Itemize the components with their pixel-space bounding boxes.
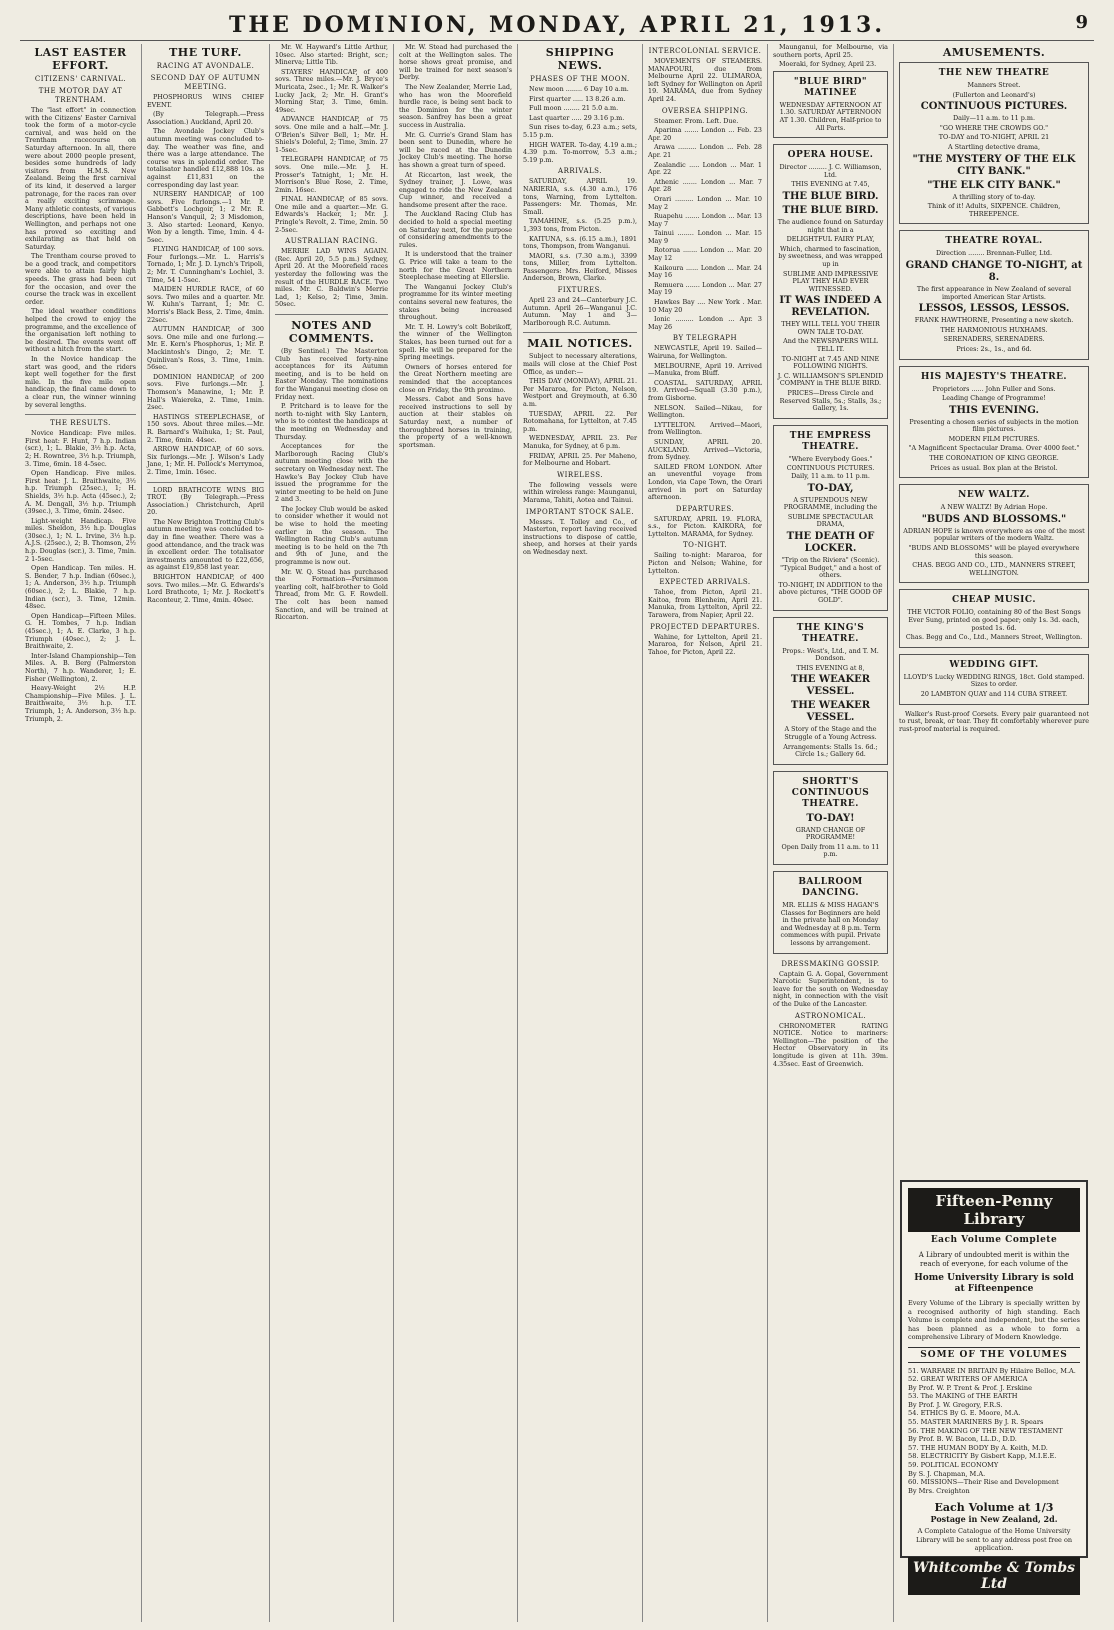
article-paragraph: The Auckland Racing Club has decided to hold a special meeting on Saturday next, for the purpose of considering amendments to the rules. (399, 210, 512, 249)
projected-departures-heading: PROJECTED DEPARTURES. (650, 622, 760, 631)
article-paragraph: Mr. G. Currie's Grand Slam has been sent to Dunedin, where he will be raced at the Dunedin Jockey Club's meeting. The horse has shown a great turn of speed. (399, 130, 512, 169)
library-banner: Fifteen-Penny Library (908, 1188, 1080, 1232)
ad-title: NEW WALTZ. (958, 490, 1030, 501)
ad-line: PRICES—Dress Circle and Reserved Stalls, 5s.; Stalls, 3s.; Gallery, 1s. (779, 389, 882, 413)
oversea-row: Orari ......... London ... Mar. 10 May 2 (648, 194, 762, 211)
telegraph-item: NELSON. Sailed—Nikau, for Wellington. (648, 403, 762, 420)
expected-arrivals-text: Tahoe, from Picton, April 21. Kaitoa, from Blenheim, April 21. Manuka, from Lyttelton, April 22. Tarawera, from Napier, April 22. (648, 588, 762, 620)
ad-line: THIS EVENING. (949, 404, 1039, 416)
projected-departures-text: Wahine, for Lyttelton, April 21. Mararoa, for Nelson, April 21. Tahoe, for Picton, April 22. (648, 632, 762, 656)
column-motor-carnival (20, 44, 141, 1622)
ad-line: TO-NIGHT, IN ADDITION to the above pictures, "THE GOOD OF GOLD". (778, 580, 883, 604)
article-paragraph: The Jockey Club would be asked to consider whether it would not be wise to hold the meeting earlier in the season. The Wellington Racing Club's autumn meeting is to be held on the 7th and 9th of June, and the programme is now out. (275, 504, 388, 567)
article-paragraph: MAIDEN HURDLE RACE, of 60 sovs. Two miles and a quarter. Mr. W. Kuhn's Tarrant, 1; Mr. C. Morris's Black Bess, 2. Time, 4min. 22sec. (147, 285, 264, 324)
by-telegraph-heading: BY TELEGRAPH (672, 334, 738, 343)
ad-line: Arrangements: Stalls 1s. 6d.; Circle 1s.; Gallery 6d. (783, 742, 878, 759)
article-headline: LAST EASTER EFFORT. (34, 46, 127, 72)
results-heading: THE RESULTS. (50, 419, 111, 428)
ad-line: Leading Change of Programme! (942, 394, 1046, 403)
ad-line: TO-DAY! (806, 812, 855, 824)
ad-title: HIS MAJESTY'S THEATRE. (920, 371, 1068, 382)
moon-phase-row: Last quarter ..... 29 3.16 p.m. (529, 113, 625, 122)
arrival-item: MAORI, s.s. (7.30 a.m.), 3399 tons, Miller, from Lyttelton. Passengers: Mrs. Heiford, Misses Anderson, Brown, Clarke. (523, 251, 637, 283)
result-item: Novice Handicap: Five miles. First heat: F. Hunt, 7 h.p. Indian (scr.), 1; L. Blakie, 3½ h.p. Acta, 2; H. Rowntree, 3½ h.p. Triumph, 3. Time, 6min. 18 4-5sec. (25, 429, 136, 468)
result-item: Open Handicap. Ten miles. H. S. Bender, 7 h.p. Indian (60sec.), 1; A. Anderson, 3½ h.p. Triumph (60sec.), 2; L. Blakie, 7 h.p. Indian (scr.), 3. Time, 12min. 48sec. (25, 564, 136, 611)
ad-line: THE HARMONIOUS HUXHAMS. (940, 325, 1048, 334)
ad-line: Which, charmed to fascination, by sweetness, and was wrapped up in (778, 244, 883, 268)
oversea-row: Ruapehu ....... London ... Mar. 13 May 7 (648, 212, 762, 228)
article-subheading: RACING AT AVONDALE. (156, 62, 255, 70)
ad-line: CHAS. BEGG AND CO., LTD., MANNERS STREET, WELLINGTON. (912, 561, 1076, 577)
result-item: Light-weight Handicap. Five miles. Sheldon, 3½ h.p. Douglas (30sec.), 1; N. L. Irvine, 3½ h.p. A.J.S. (25sec.), 2; B. Thomson, 2½ h.p. Douglas (scr.), 3. Time, 7min. 2 1-5sec. (25, 516, 136, 563)
ad-title: THE EMPRESS THEATRE. (789, 430, 872, 452)
library-subtitle: Each Volume Complete (930, 1235, 1058, 1245)
article-paragraph: Mr. W. Hayward's Little Arthur, 10sec. Also started: Bright, scr.; Minerva; Little Tib. (275, 43, 388, 67)
ad-line: GRAND CHANGE OF PROGRAMME! (795, 825, 866, 842)
ad-title: SHORTT'S CONTINUOUS THEATRE. (791, 776, 870, 809)
ad-line: THEY WILL TELL YOU THEIR OWN TALE TO-DAY. (781, 320, 880, 336)
shipping-tail: Maunganui, for Melbourne, via southern ports, April 25. (773, 43, 888, 59)
library-price: Each Volume at 1/3 (934, 1501, 1054, 1515)
expected-arrivals-heading: EXPECTED ARRIVALS. (659, 578, 751, 587)
ad-line: THIS EVENING at 7.45, (791, 180, 870, 189)
article-paragraph: MERRIE LAD WINS AGAIN. (Rec. April 20, 5.5 p.m.) Sydney, April 20. At the Moorefield races yesterday the following was the result of the HURDLE RACE. Two miles. Mr. C. Baldwin's Merrie Lad, 1; Kelso, 2; Time, 3min. 50sec. (275, 247, 388, 309)
masthead (20, 10, 1094, 41)
arrival-item: TAMAHINE, s.s. (5.25 p.m.), 1,393 tons, from Picton. (523, 217, 637, 233)
departures-text: SATURDAY, APRIL 19. FLORA, s.s., for Picton. KAIKORA, for Lyttelton. MARAMA, for Sydney. (648, 514, 762, 538)
article-paragraph: The Trentham course proved to be a good track, and competitors were able to attain fairly high speeds. The grass had been cut for the occasion, and over the course the track was in excellent order. (25, 252, 136, 306)
astronomical-heading: ASTRONOMICAL. (794, 1011, 867, 1020)
ballroom-dancing-ad (773, 871, 888, 954)
library-volume: By Prof. J. W. Gregory, F.R.S. (908, 1400, 1003, 1409)
tonight-text: Sailing to-night: Mararoa, for Picton and Nelson; Wahine, for Lyttelton. (648, 551, 762, 575)
wireless-heading: WIRELESS. (556, 470, 604, 479)
ad-line: The first appearance in New Zealand of several imported American Star Artists. (916, 284, 1072, 301)
intercolonial-text: MOVEMENTS OF STEAMERS. MANAPOURI, due from Melbourne April 22. ULIMAROA, left Sydney for Wellington on April 19. MARAMA, due from Sydney April 24. (648, 57, 762, 103)
ad-line: The audience found on Saturday night that in a (777, 217, 884, 234)
wireless-text: The following vessels were within wireless range: Maunganui, Marama, Tahiti, Aotea and Tainui. (523, 480, 637, 504)
divider (25, 414, 136, 415)
ad-line: IT WAS INDEED A REVELATION. (779, 295, 882, 319)
mail-item: THIS DAY (MONDAY), APRIL 21. Per Mararoa, for Picton, Nelson, Westport and Greymouth, at 6.30 a.m. (523, 377, 637, 408)
ad-line: SUBLIME AND IMPRESSIVE PLAY THEY HAD EVER WITNESSED. (782, 269, 879, 293)
ad-body: WEDNESDAY AFTERNOON AT 1.30. SATURDAY AFTERNOON AT 1.30. Children, Half-price to All Parts. (779, 100, 882, 132)
blue-bird-matinee-ad (773, 71, 888, 138)
ad-line: TO-DAY and TO-NIGHT, APRIL 21 (938, 133, 1050, 142)
oversea-row: Athenic ....... London ... Mar. 7 Apr. 28 (648, 177, 762, 194)
telegraph-item: SUNDAY, APRIL 20. AUCKLAND. Arrived—Victoria, from Sydney. (648, 437, 762, 462)
ad-line: FRANK HAWTHORNE, Presenting a new sketch. (914, 316, 1074, 325)
library-intro: A Library of undoubted merit is within the reach of everyone, for each volume of the (918, 1251, 1070, 1268)
ad-line: GRAND CHANGE TO-NIGHT, at 8. (905, 259, 1083, 283)
ad-line: Prices as usual. Box plan at the Bristol. (930, 463, 1058, 472)
section-heading: AUSTRALIAN RACING. (285, 237, 378, 246)
ad-line: Props.: West's, Ltd., and T. M. Dondson. (782, 646, 879, 663)
shipping-tail: Moeraki, for Sydney, April 23. (779, 60, 877, 69)
article-kicker: SECOND DAY OF AUTUMN MEETING. (150, 74, 261, 91)
column-amusements-left (767, 44, 893, 1622)
ad-line: A NEW WALTZ! By Adrian Hope. (940, 503, 1048, 512)
ad-line: CONTINUOUS PICTURES. Daily, 11 a.m. to 11 p.m. (786, 464, 875, 480)
oversea-row: Hawkes Bay .... New York . Mar. 10 May 20 (648, 298, 762, 314)
ad-line: A Startling detective drama, (947, 142, 1041, 151)
article-paragraph: (By Telegraph.—Press Association.) Auckland, April 20. (147, 110, 264, 126)
moon-phase-row: Full moon ........ 21 5.0 a.m. (529, 104, 619, 113)
ad-line: SERENADERS, SERENADERS. (943, 335, 1045, 344)
ad-line: Presenting a chosen series of subjects in the motion film pictures. (909, 417, 1079, 434)
article-paragraph: ARROW HANDICAP, of 60 sovs. Six furlongs.—Mr. J. Wilson's Lady Jane, 1; Mr. H. Pollock's Merrymoa, 2. Time, 1min. 16sec. (147, 445, 264, 476)
fixtures-text: April 23 and 24—Canterbury J.C. Autumn. April 26—Wanganui J.C. Autumn. May 1 and 3—Marlborough R.C. Autumn. (523, 296, 637, 327)
ad-line: Chas. Begg and Co., Ltd., Manners Street, Wellington. (905, 633, 1083, 642)
divider (147, 482, 264, 483)
article-paragraph: The New Brighton Trotting Club's autumn meeting was concluded to-day in fine weather. There was a good attendance, and the track was in excellent order. The totalisator investments amounted to £22,656, as against £19,858 last year. (147, 517, 264, 572)
library-volume: 60. MISSIONS—Their Rise and Development (908, 1478, 1059, 1487)
article-paragraph: BRIGHTON HANDICAP, of 400 sovs. Two miles.—Mr. G. Edwards's Lord Brathcote, 1; Mr. J. Rockett's Raconteur, 2. Time, 4min. 40sec. (147, 573, 264, 604)
library-volume: 54. ETHICS By G. E. Moore, M.A. (908, 1409, 1021, 1418)
library-description: Every Volume of the Library is specially written by a recognised authority of high standing. Each Volume is complete and independent, but the series has been planned as a whole to form a comprehensive Library of Modern Knowledge. (908, 1299, 1080, 1341)
article-paragraph: PHOSPHORUS WINS CHIEF EVENT. (147, 93, 264, 109)
ad-line: "THE ELK CITY BANK." (927, 179, 1061, 191)
library-volume: By Mrs. Creighton (908, 1486, 970, 1495)
tonight-heading: TO-NIGHT. (683, 541, 727, 550)
ad-title: THE KING'S THEATRE. (796, 622, 865, 644)
amusements-heading: AMUSEMENTS. (942, 46, 1046, 59)
ad-title: THEATRE ROYAL. (945, 236, 1043, 247)
ad-line: THE WEAKER VESSEL. (790, 674, 871, 698)
column-notes-continued (393, 44, 517, 1622)
library-volume: 58. ELECTRICITY By Gisbert Kapp, M.I.E.E. (908, 1452, 1057, 1461)
ad-line: THE BLUE BIRD. (782, 190, 879, 202)
ad-line: A Story of the Stage and the Struggle of a Young Actress. (784, 725, 877, 741)
oversea-row: Tainui ........ London ... Mar. 15 May 9 (648, 229, 762, 245)
library-volume: By Prof. W. P. Trent & Prof. J. Erskine (908, 1383, 1033, 1392)
departures-heading: DEPARTURES. (675, 504, 735, 513)
masthead-title: THE DOMINION, MONDAY, APRIL 21, 1913. (228, 12, 886, 38)
ad-line: THE WEAKER VESSEL. (790, 700, 871, 724)
result-item: Inter-Island Championship—Ten Miles. A. B. Berg (Palmerston North), 7 h.p. Wanderer, 1; E. Fisher (Wellington), 2. (25, 651, 136, 683)
ad-body: MR. ELLIS & MISS HAGAN'S Classes for Beginners are held in the private hall on Monday and Wednesday at 8 p.m. Term commences with pupil. Private lessons by arrangement. (780, 901, 881, 948)
ad-line: THE CORONATION OF KING GEORGE. (929, 454, 1059, 463)
ad-line: Direction ........ Brennan-Fuller, Ltd. (935, 249, 1053, 258)
ad-line: LESSOS, LESSOS, LESSOS. (918, 303, 1070, 315)
oversea-row: Aparima ....... London ... Feb. 23 Apr. 20 (648, 126, 762, 142)
ad-line: Manners Street. (967, 81, 1021, 89)
moon-phase-row: First quarter ..... 13 8.26 a.m. (529, 94, 626, 103)
oversea-table-header: Steamer. From. Left. Due. (654, 116, 739, 125)
astronomical-text: CHRONOMETER RATING NOTICE. Notice to mariners: Wellington—The position of the Hector Observatory in its longitude is given at 11h. 39m. 4.35sec. East of Greenwich. (773, 1021, 888, 1068)
column-shipping-news (517, 44, 642, 1622)
library-volumes-heading: SOME OF THE VOLUMES (908, 1347, 1080, 1363)
ad-line: J. C. WILLIAMSON'S SPLENDID COMPANY in THE BLUE BIRD. (777, 371, 884, 388)
ad-line: (Fullerton and Leonard's) (952, 90, 1036, 99)
ad-line: MODERN FILM PICTURES. (948, 434, 1040, 443)
column-the-turf (141, 44, 269, 1622)
ad-title: "BLUE BIRD" MATINEE (793, 76, 868, 98)
arrivals-heading: ARRIVALS. (558, 167, 602, 176)
corset-ad-text: Walker's Rust-proof Corsets. Every pair guaranteed not to rust, break, or tear. They fit comfortably wherever pure rust-proof material is required. (899, 709, 1089, 733)
article-paragraph: AUTUMN HANDICAP, of 300 sovs. One mile and one furlong.—Mr. E. Kern's Phosphorus, 1; Mr. P. Mackintosh's Dingo, 2; Mr. T. Quinlivan's Ross, 3. Time, 1min. 56sec. (147, 325, 264, 372)
ad-line: "Where Everybody Goes." (788, 454, 873, 463)
library-volume: 57. THE HUMAN BODY By A. Keith, M.D. (908, 1443, 1048, 1452)
mail-item: FRIDAY, APRIL 25. Per Maheno, for Melbourne and Hobart. (523, 451, 637, 468)
article-paragraph: STAYERS' HANDICAP, of 400 sovs. Three miles.—Mr. J. Bryce's Muricata, 2sec., 1; Mr. R. Walker's Lucky Jack, 2; Mr. H. Grant's Morning Star, 3. Time, 6min. 49sec. (275, 67, 388, 114)
ad-line: Proprietors ...... John Fuller and Sons. (932, 384, 1056, 393)
article-paragraph: The "last effort" in connection with the Citizens' Easter Carnival took the form of a motor-cycle carnival, and was held on the Trentham racecourse on Saturday afternoon. In all, there were about 2000 people present, besides some hundreds of lady visitors from H.M.S. New Zealand. Being the first carnival of its kind, it deserved a larger patronage, for the races ran over a really exciting scrimmage. Many athletic contests, of various descriptions, have been held in Wellington, and perhaps not one has proved so exciting and exhilarating as that held on Saturday. (25, 106, 136, 251)
high-water: HIGH WATER. To-day, 4.19 a.m.; 4.39 p.m. To-morrow, 5.3 a.m.; 5.19 p.m. (523, 140, 637, 164)
ad-line: TO-DAY, (807, 482, 854, 494)
theatre-royal-ad (899, 230, 1089, 359)
article-paragraph: TELEGRAPH HANDICAP, of 75 sovs. One mile.—Mr. J. H. Prosser's Tatnight, 1; Mr. H. Morrison's Blue Rose, 2. Time, 2min. 16sec. (275, 155, 388, 194)
ad-line: ADRIAN HOPE is known everywhere as one of the most popular writers of the modern Waltz. (903, 526, 1085, 543)
ad-title: OPERA HOUSE. (787, 150, 874, 161)
ad-line: "BUDS AND BLOSSOMS" will be played everywhere this season. (908, 544, 1080, 560)
article-paragraph: Owners of horses entered for the Great Northern meeting are reminded that the acceptances close on Friday, the 9th proximo. (399, 362, 512, 394)
gossip-heading: DRESSMAKING GOSSIP. (781, 959, 880, 968)
library-strapline: Home University Library is sold at Fifteenpence (914, 1273, 1074, 1294)
telegraph-item: SAILED FROM LONDON. After an uneventful voyage from London, via Cape Town, the Orari arrived in port on Saturday afternoon. (648, 462, 762, 502)
telegraph-item: NEWCASTLE, April 19. Sailed—Wairuna, for Wellington. (648, 344, 762, 360)
ad-line: THIS EVENING at 8, (796, 663, 865, 672)
library-volume: 55. MASTER MARINERS By J. R. Spears (908, 1418, 1044, 1427)
ad-line: DELIGHTFUL FAIRY PLAY, (786, 235, 875, 244)
article-paragraph: In the Novice handicap the start was good, and the riders kept well together for the first mile. In the five mile open handicap, the final came down to a clear run, the winner winning by several lengths. (25, 355, 136, 409)
new-waltz-ad (899, 484, 1089, 583)
article-paragraph: The ideal weather conditions helped the crowd to enjoy the programme, and the excellence of the organisation left nothing to be desired. The events went off without a hitch from the start. (25, 307, 136, 354)
ad-line: And the NEWSPAPERS WILL TELL IT. (783, 337, 878, 354)
article-paragraph: Mr. W. Stead had purchased the colt at the Wellington sales. The horse shows great promise, and will be trained for next season's Derby. (399, 43, 512, 82)
whitcombe-tombs-logo: Whitcombe & Tombs Ltd (908, 1557, 1080, 1595)
ad-line: A STUPENDOUS NEW PROGRAMME, including the (783, 495, 878, 512)
ad-title: CHEAP MUSIC. (951, 595, 1037, 606)
library-volume: By Prof. B. W. Bacon, LL.D., D.D. (908, 1435, 1017, 1444)
shortts-theatre-ad (773, 771, 888, 865)
column-shipping-continued (642, 44, 767, 1622)
article-paragraph: It is understood that the trainer G. Price will take a team to the north for the Great Northern Steeplechase meeting at Ellerslie. (399, 250, 512, 282)
oversea-row: Arawa ......... London ... Feb. 28 Apr. 21 (648, 143, 762, 159)
ad-line: "THE MYSTERY OF THE ELK CITY BANK." (912, 153, 1076, 177)
divider (275, 314, 388, 315)
article-paragraph: FLYING HANDICAP, of 100 sovs. Four furlongs.—Mr. L. Harris's Tornado, 1; Mr. J. D. Lynch's Tripoli, 2; Mr. T. Cunningham's Lochiel, 3. Time, 54 1-5sec. (147, 245, 264, 284)
ad-title: THE NEW THEATRE (938, 68, 1050, 78)
article-paragraph: LORD BRATHCOTE WINS BIG TROT. (By Telegraph.—Press Association.) Christchurch, April 20. (147, 485, 264, 517)
ad-title: WEDDING GIFT. (949, 659, 1039, 670)
article-subheading: CITIZENS' CARNIVAL. (34, 75, 127, 83)
article-headline: THE TURF. (169, 46, 242, 59)
opera-house-ad (773, 144, 888, 419)
ad-line: Daily—11 a.m. to 11 p.m. (953, 114, 1035, 123)
telegraph-item: MELBOURNE, April 19. Arrived—Manuka, from Bluff. (648, 361, 762, 378)
cheap-music-ad (899, 589, 1089, 647)
ad-line: Prices: 2s., 1s., and 6d. (956, 344, 1032, 353)
ad-line: LLOYD'S Lucky WEDDING RINGS, 18ct. Gold stamped. Sizes to order. (903, 672, 1085, 689)
article-paragraph: ADVANCE HANDICAP, of 75 sovs. One mile and a half.—Mr. J. O'Brien's Silver Bell, 1; Mr. H. Shiels's Doleful, 2; Time, 3min. 27 1-5sec. (275, 115, 388, 154)
library-volume: 56. THE MAKING OF THE NEW TESTAMENT (908, 1426, 1063, 1435)
article-paragraph: The Avondale Jockey Club's autumn meeting was concluded to-day. The weather was fine, and there was a large attendance. The course was in splendid order. The totalisator handled £12,888 10s. as against £11,831 on the corresponding day last year. (147, 127, 264, 189)
library-volume: 51. WARFARE IN BRITAIN By Hilaire Belloc, M.A. (908, 1366, 1076, 1375)
moon-phase-row: New moon ........ 6 Day 10 a.m. (529, 85, 629, 93)
telegraph-item: LYTTELTON. Arrived—Maori, from Wellington. (648, 420, 762, 437)
fixtures-heading: FIXTURES. (557, 286, 603, 295)
article-paragraph: DOMINION HANDICAP, of 200 sovs. Five furlongs.—Mr. J. Thomson's Manawine, 1; Mr. P. Hall's Waiereka, 2. Time, 1min. 2sec. (147, 372, 264, 412)
empress-theatre-ad (773, 425, 888, 611)
ad-line: CONTINUOUS PICTURES. (920, 101, 1068, 113)
telegraph-item: COASTAL. SATURDAY, APRIL 19. Arrived—Squall (3.30 p.m.), from Gisborne. (648, 378, 762, 402)
gossip-text: Captain G. A. Gopal, Government Narcotic Superintendent, is to leave for the south on Wednesday night, in connection with the visit of the Duke of the Lancaster. (773, 969, 888, 1008)
mail-item: WEDNESDAY, APRIL 23. Per Manuka, for Sydney, at 6 p.m. (523, 434, 637, 450)
oversea-row: Kaikoura ...... London ... Mar. 24 May 16 (648, 263, 762, 280)
article-paragraph: Mr. W. Q. Stead has purchased the Formation—Persimmon yearling colt, half-brother to Gold Thread, from Mr. G. F. Rowdell. The colt has been named Sanction, and will be trained at Riccarton. (275, 567, 388, 622)
article-paragraph: HASTINGS STEEPLECHASE, of 150 sovs. About three miles.—Mr. R. Barnard's Waihuka, 1; St. Paul, 2. Time, 6min. 44sec. (147, 412, 264, 444)
wedding-gift-ad (899, 654, 1089, 705)
mail-item: Subject to necessary alterations, mails will close at the Chief Post Office, as under:— (523, 352, 637, 376)
library-volume: By S. J. Chapman, M.A. (908, 1469, 986, 1478)
ad-title: BALLROOM DANCING. (798, 877, 863, 899)
result-item: Open Handicap—Fifteen Miles. G. H. Tombes, 7 h.p. Indian (45sec.), 1; A. E. Clarke, 3 h.p. Triumph (40sec.), 2; J. L. Braithwaite, 2. (25, 611, 136, 651)
ad-line: "BUDS AND BLOSSOMS." (921, 513, 1067, 525)
his-majestys-theatre-ad (899, 366, 1089, 479)
library-volume: 52. GREAT WRITERS OF AMERICA (908, 1375, 1028, 1384)
ad-line: Open Daily from 11 a.m. to 11 p.m. (781, 842, 880, 859)
article-paragraph: FINAL HANDICAP, of 85 sovs. One mile and a quarter.—Mr. G. Edwards's Hacker, 1; Mr. J. Pringle's Revolt, 2. Time, 2min. 50 2-5sec. (275, 195, 388, 234)
oversea-row: Rotorua ....... London ... Mar. 20 May 12 (648, 246, 762, 263)
article-paragraph: At Riccarton, last week, the Sydney trainer, J. Lowe, was engaged to ride the New Zealand Cup winner, and received a handsome present after the race. (399, 170, 512, 209)
kings-theatre-ad (773, 617, 888, 765)
arrival-item: SATURDAY, APRIL 19. NARIERIA, s.s. (4.30 a.m.), 176 tons, Warning, from Lyttelton. Passengers: Mr. Thomas, Mr. Small. (523, 177, 637, 216)
arrival-item: KAITUNA, s.s. (6.15 a.m.), 1891 tons, Thompson, from Wanganui. (523, 234, 637, 251)
divider (523, 332, 637, 333)
article-paragraph: Acceptances for the Marlborough Racing Club's autumn meeting close with the secretary on Wednesday next. The Hawke's Bay Jockey Club have issued the programme for the winter meeting to be held on June 2 and 3. (275, 442, 388, 504)
result-item: Open Handicap. Five miles. First heat: J. L. Braithwaite, 3½ h.p. Triumph (25sec.), 1; H. Shields, 3½ h.p. Acta (45sec.), 2; A. M. Dengall, 3½ h.p. Triumph (39sec.), 3. Time, 6min. 24sec. (25, 469, 136, 516)
moon-phases-heading: PHASES OF THE MOON. (530, 75, 630, 83)
intercolonial-heading: INTERCOLONIAL SERVICE. (648, 47, 762, 55)
ad-line: THE DEATH OF LOCKER. (786, 530, 875, 554)
page-number: 9 (1075, 12, 1088, 33)
article-paragraph: The Wanganui Jockey Club's programme for its winter meeting contains several new features, the stakes being increased throughout. (399, 282, 512, 322)
library-volume-list (908, 1367, 1080, 1496)
sun-times: Sun rises to-day, 6.23 a.m.; sets, 5.15 p.m. (523, 123, 637, 139)
ad-line: Think of it! Adults, SIXPENCE. Children, THREEPENCE. (927, 202, 1061, 218)
ad-line: Director ......... J. C. Williamson, Ltd. (779, 163, 882, 179)
article-paragraph: Mr. T. H. Lowry's colt Bobrikoff, the winner of the Wellington Stakes, has been turned out for a spell. He will be prepared for the Spring meetings. (399, 322, 512, 362)
ad-line: SUBLIME SPECTACULAR DRAMA, (787, 512, 874, 529)
library-volume: 53. The MAKING of THE EARTH (908, 1392, 1018, 1401)
library-postage: Postage in New Zealand, 2d. (930, 1514, 1058, 1525)
ad-line: 20 LAMBTON QUAY and 114 CUBA STREET. (920, 689, 1068, 698)
result-item: Heavy-Weight 2½ H.P. Championship—Five Miles. J. L. Braithwaite, 3½ h.p. T.T. Triumph, 1; A. Anderson, 3½ h.p. Triumph, 2. (25, 684, 136, 723)
stock-sale-heading: IMPORTANT STOCK SALE. (525, 507, 635, 516)
article-paragraph: The New Zealander, Merrie Lad, who has won the Moorefield hurdle race, is being sent back to the Dominion for the winter season. Sanfrey has been a great success in Australia. (399, 82, 512, 129)
new-theatre-ad (899, 62, 1089, 224)
library-volume: 59. POLITICAL ECONOMY (908, 1461, 999, 1470)
article-paragraph: P. Pritchard is to leave for the north to-night with Sky Lantern, who is to contest the handicaps at the meeting on Wednesday and Thursday. (275, 402, 388, 441)
article-paragraph: Messrs. Cabot and Sons have received instructions to sell by auction at their stables on Saturday next, a number of thoroughbred horses in training, the property of a well-known sportsman. (399, 395, 512, 449)
oversea-heading: OVERSEA SHIPPING. (661, 106, 749, 115)
ad-line: TO-NIGHT at 7.45 AND NINE FOLLOWING NIGHTS. (781, 354, 880, 371)
mail-item: TUESDAY, APRIL 22. Per Rotomahana, for Lyttelton, at 7.45 p.m. (523, 409, 637, 433)
oversea-row: Remuera ....... London ... Mar. 27 May 19 (648, 280, 762, 297)
fifteen-penny-library-ad (900, 1180, 1088, 1592)
section-headline: NOTES AND COMMENTS. (288, 319, 375, 345)
stock-sale-text: Messrs. T. Tolley and Co., of Masterton, report having received instructions to dispose of cattle, sheep, and horses at their yards on Wednesday next. (523, 517, 637, 556)
ad-line: "A Magnificent Spectacular Drama. Over 4000 feet." (908, 444, 1080, 453)
ad-line: A thrilling story of to-day. (952, 192, 1036, 201)
ad-line: THE VICTOR FOLIO, containing 80 of the Best Songs Ever Sung, printed on good paper; only 1s. 3d. each, posted 1s. 6d. (907, 608, 1081, 632)
library-catalogue-note: A Complete Catalogue of the Home University Library will be sent to any address post free on application. (915, 1527, 1073, 1553)
article-kicker: THE MOTOR DAY AT TRENTHAM. (38, 87, 123, 104)
mail-notices-heading: MAIL NOTICES. (527, 337, 633, 351)
article-paragraph: (By Sentinel.) The Masterton Club has received forty-nine acceptances for its Autumn meeting, and is to be held on Easter Monday. The nominations for the Wanganui meeting close on Friday next. (275, 347, 388, 401)
article-headline: SHIPPING NEWS. (545, 46, 615, 72)
ad-line: "GO WHERE THE CROWDS GO." (939, 123, 1049, 132)
oversea-row: Zealandic ..... London ... Mar. 1 Apr. 22 (648, 160, 762, 177)
article-paragraph: NURSERY HANDICAP, of 100 sovs. Five furlongs.—1 Mr. P. Gabbett's Lochgoir, 1; 2 Mr. R. Hanson's Vanquil, 2; 3 Misdomon, 3. Also started: Leonard, Kenyo. Won by a length. Time, 1min. 4 4-5sec. (147, 190, 264, 244)
oversea-row: Ionic ......... London ... Apr. 3 May 26 (648, 315, 762, 331)
ad-line: "Trip on the Riviera" (Scenic). "Typical Budget," and a host of others. (780, 555, 881, 580)
column-racing-results (269, 44, 393, 1622)
ad-line: THE BLUE BIRD. (782, 204, 879, 216)
